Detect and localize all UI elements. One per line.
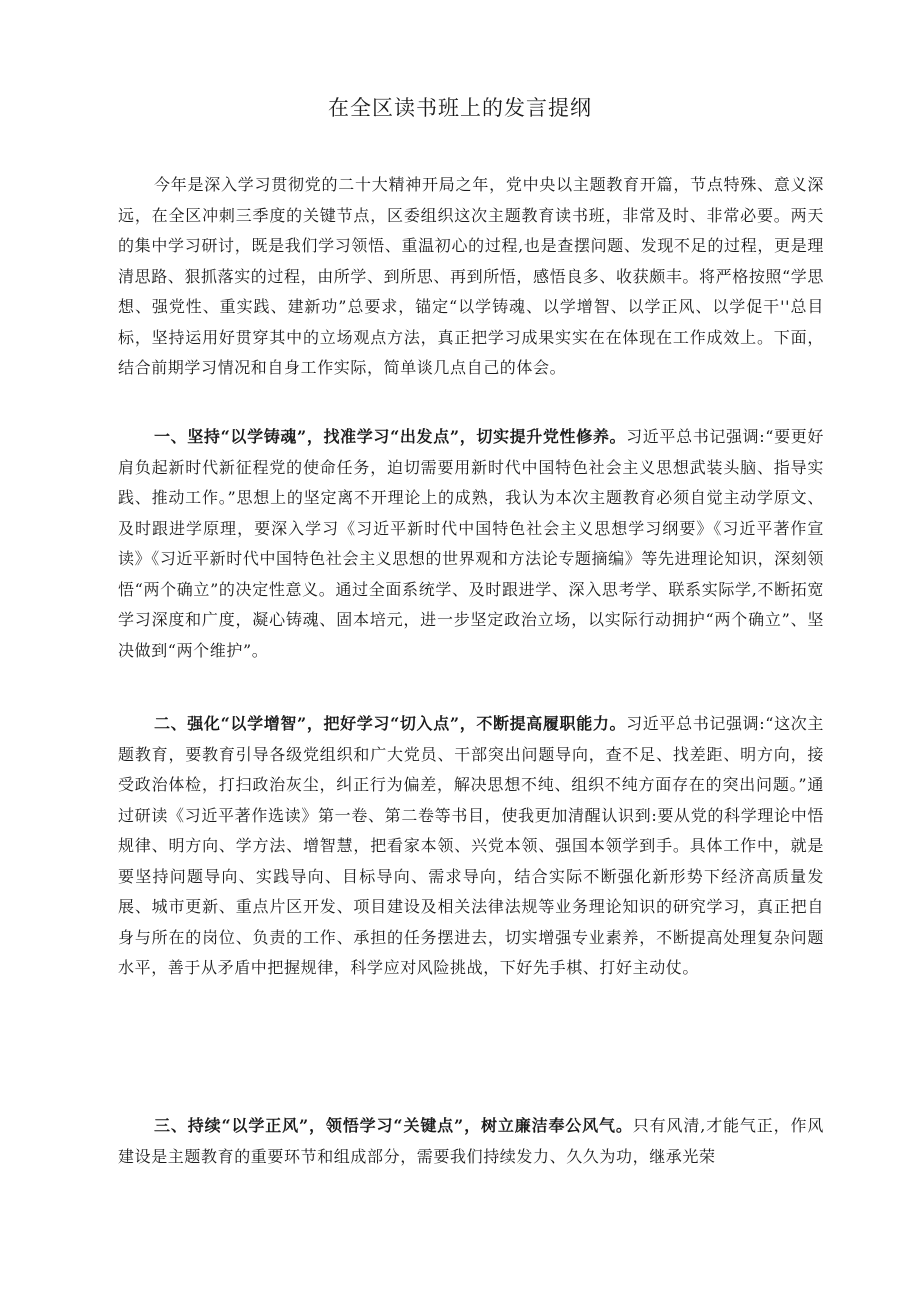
section-1-heading: 一、坚持“以学铸魂”，找准学习“出发点”，切实提升党性修养。 xyxy=(154,427,627,446)
section-2-heading: 二、强化“以学增智”，把好学习“切入点”，不断提高履职能力。 xyxy=(154,714,627,733)
section-1-paragraph xyxy=(118,422,824,666)
section-3-paragraph xyxy=(118,1111,824,1172)
section-1-body: 习近平总书记强调:“要更好肩负起新时代新征程党的使命任务，迫切需要用新时代中国特色社会主义思想武装头脑、指导实践、推动工作。”思想上的坚定离不开理论上的成熟，我认为本次主题教育必须自觉主动学原文、及时跟进学原理，要深入学习《习近平新时代中国特色社会主义思想学习纲要》《习近平著作宣读》《习近平新时代中国特色社会主义思想的世界观和方法论专题摘编》等先进理论知识，深刻领悟“两个确立”的决定性意义。通过全面系统学、及时跟进学、深入思考学、联系实际学,不断拓宽学习深度和广度，凝心铸魂、固本培元，进一步坚定政治立场，以实际行动拥护“两个确立”、坚决做到“两个维护”。 xyxy=(118,427,824,660)
document-title: 在全区读书班上的发言提纲 xyxy=(328,96,592,120)
section-2-paragraph xyxy=(118,709,824,984)
section-3-body: 只有风清,才能气正，作风建设是主题教育的重要环节和组成部分，需要我们持续发力、久久为功，继承光荣 xyxy=(118,1116,824,1166)
intro-paragraph: 今年是深入学习贯彻党的二十大精神开局之年，党中央以主题教育开篇，节点特殊、意义深远，在全区冲刺三季度的关键节点，区委组织这次主题教育读书班，非常及时、非常必要。两天的集中学习研讨，既是我们学习领悟、重温初心的过程,也是查摆问题、发现不足的过程，更是理清思路、狠抓落实的过程，由所学、到所思、再到所悟，感悟良多、收获颇丰。将严格按照“学思想、强党性、重实践、建新功”总要求，锚定“以学铸魂、以学增智、以学正风、以学促干''总目标，坚持运用好贯穿其中的立场观点方法，真正把学习成果实实在在体现在工作成效上。下面，结合前期学习情况和自身工作实际，简单谈几点自己的体会。 xyxy=(118,175,824,377)
section-2-body: 习近平总书记强调:“这次主题教育，要教育引导各级党组织和广大党员、干部突出问题导向，查不足、找差距、明方向，接受政治体检，打扫政治灰尘，纠正行为偏差，解决思想不纯、组织不纯方面存在的突出问题。”通过研读《习近平著作选读》第一卷、第二卷等书目，使我更加清醒认识到:要从党的科学理论中悟规律、明方向、学方法、增智慧，把看家本领、兴党本领、强国本领学到手。具体工作中，就是要坚持问题导向、实践导向、目标导向、需求导向，结合实际不断强化新形势下经济高质量发展、城市更新、重点片区开发、项目建设及相关法律法规等业务理论知识的研究学习，真正把自身与所在的岗位、负责的工作、承担的任务摆进去，切实增强专业素养，不断提高处理复杂问题水平，善于从矛盾中把握规律，科学应对风险挑战，下好先手棋、打好主动仗。 xyxy=(118,714,824,977)
section-3-heading: 三、持续“以学正风”，领悟学习“关键点”，树立廉洁奉公风气。 xyxy=(154,1116,633,1135)
